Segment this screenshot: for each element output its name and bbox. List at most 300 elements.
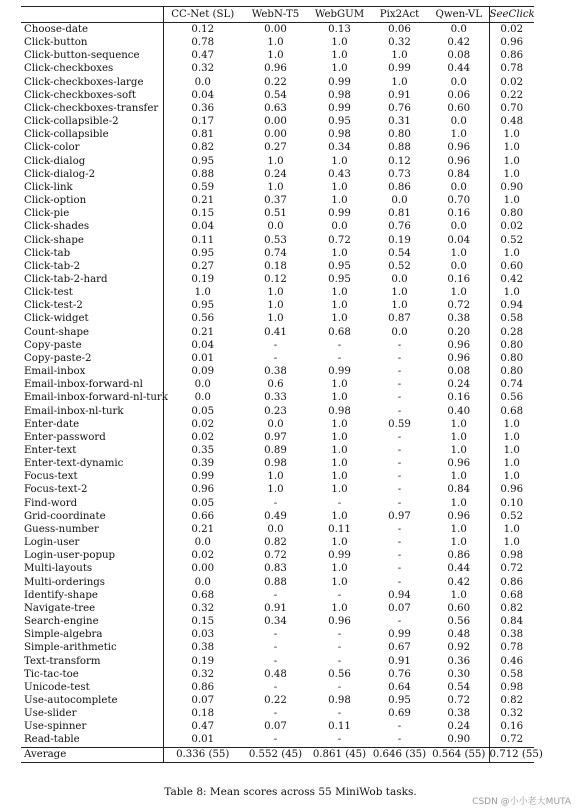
cell-qwenvl: 1.0 (450, 523, 467, 535)
cell-task: Choose-date (21, 23, 163, 37)
cell-seeclick: 0.98 (489, 681, 534, 694)
cell-webgum: 1.0 (331, 63, 348, 75)
cell-webgum: 0.98 (328, 129, 351, 141)
table-row (21, 76, 534, 89)
cell-qwenvl: 0.06 (447, 89, 471, 101)
cell-ccnet: 0.32 (191, 602, 215, 614)
cell-ccnet: 0.18 (191, 708, 215, 720)
cell-webgum: 1.0 (331, 392, 348, 404)
cell-webgum: 1.0 (331, 458, 348, 470)
cell-task: Text-transform (21, 655, 163, 668)
cell-task: Copy-paste-2 (21, 352, 163, 365)
cell-webgum: 1.0 (331, 445, 348, 456)
cell-qwenvl: 0.08 (447, 366, 471, 378)
cell-qwenvl: 1.0 (450, 418, 467, 430)
cell-webnt5: 0.34 (264, 616, 287, 628)
cell-qwenvl: 0.36 (447, 655, 471, 667)
cell-webnt5: 0.12 (264, 273, 287, 285)
cell-ccnet: 0.78 (191, 37, 215, 49)
cell-webnt5: 0.91 (264, 602, 287, 614)
cell-task: Login-user (21, 536, 163, 549)
cell-qwenvl: 0.96 (447, 339, 471, 351)
cell-ccnet: 0.95 (191, 247, 215, 259)
cell-qwenvl: 0.96 (447, 510, 471, 522)
cell-pix2act: 0.86 (388, 181, 411, 193)
cell-seeclick: 0.80 (489, 207, 534, 220)
cell-task: Click-color (21, 141, 163, 154)
cell-webnt5: 0.0 (267, 523, 284, 535)
cell-seeclick: 0.56 (489, 391, 534, 404)
cell-task: Click-button-sequence (21, 49, 163, 62)
cell-webgum: 0.72 (328, 234, 351, 246)
cell-pix2act: 0.76 (388, 668, 411, 680)
cell-pix2act: - (397, 339, 402, 351)
cell-webgum: 0.13 (328, 24, 351, 35)
cell-pix2act: 0.32 (388, 37, 411, 49)
cell-webnt5: 0.72 (264, 550, 287, 562)
cell-seeclick: 0.96 (489, 36, 534, 49)
cell-webgum: 0.34 (328, 142, 351, 154)
cell-webnt5: 0.96 (264, 63, 287, 75)
cell-ccnet: 0.21 (191, 523, 215, 535)
miniwob-scores-table (21, 6, 543, 763)
cell-qwenvl: 1.0 (450, 431, 467, 443)
cell-qwenvl: 0.96 (447, 458, 471, 470)
cell-seeclick: 0.22 (489, 89, 534, 102)
cell-qwenvl: 0.54 (447, 681, 471, 693)
table-row (21, 497, 534, 510)
cell-qwenvl: 0.16 (447, 273, 471, 285)
cell-webnt5: 0.0 (267, 418, 284, 430)
cell-pix2act: 0.07 (388, 602, 411, 614)
cell-webnt5: 0.38 (264, 366, 287, 378)
table-row (21, 668, 534, 681)
cell-seeclick: 0.78 (489, 641, 534, 654)
table-row (21, 602, 534, 615)
cell-pix2act: 1.0 (391, 76, 408, 88)
cell-webnt5: - (273, 708, 278, 720)
cell-qwenvl: 0.08 (447, 50, 471, 62)
cell-qwenvl: 0.60 (447, 602, 471, 614)
cell-qwenvl: 1.0 (450, 471, 467, 483)
cell-webgum: 0.99 (328, 366, 351, 378)
cell-pix2act: 0.54 (388, 247, 411, 259)
cell-ccnet: 0.56 (191, 313, 215, 325)
table-row (21, 62, 534, 75)
cell-webnt5: - (273, 655, 278, 667)
table-row (21, 89, 534, 102)
average-ccnet: 0.336 (55) (163, 747, 242, 762)
cell-pix2act: - (397, 721, 402, 733)
cell-webnt5: 1.0 (267, 37, 284, 49)
cell-qwenvl: 1.0 (450, 445, 467, 456)
cell-pix2act: - (397, 392, 402, 404)
cell-webnt5: 0.82 (264, 537, 287, 549)
cell-webgum: - (337, 497, 342, 509)
cell-ccnet: 0.09 (191, 366, 215, 378)
cell-qwenvl: 0.92 (447, 642, 471, 654)
cell-ccnet: 1.0 (194, 287, 211, 299)
cell-webgum: 0.95 (328, 260, 351, 272)
cell-webnt5: 0.51 (264, 208, 287, 220)
cell-qwenvl: 0.30 (447, 668, 471, 680)
cell-seeclick: 0.98 (489, 549, 534, 562)
cell-ccnet: 0.32 (191, 63, 215, 75)
table-caption: Table 8: Mean scores across 55 MiniWob tasks. (164, 786, 417, 798)
cell-ccnet: 0.47 (191, 721, 215, 733)
cell-task: Multi-layouts (21, 562, 163, 575)
cell-task: Email-inbox-forward-nl-turk (21, 391, 163, 404)
cell-webnt5: 0.41 (264, 326, 287, 338)
table-row (21, 168, 534, 181)
cell-webnt5: - (273, 497, 278, 509)
cell-pix2act: 0.0 (391, 273, 408, 285)
table-row (21, 23, 534, 37)
cell-webgum: 1.0 (331, 537, 348, 549)
cell-webgum: 0.98 (328, 405, 351, 417)
table-row (21, 628, 534, 641)
cell-webnt5: - (273, 629, 278, 641)
cell-seeclick: 0.42 (489, 273, 534, 286)
cell-webgum: 0.11 (328, 523, 351, 535)
cell-task: Click-checkboxes-soft (21, 89, 163, 102)
cell-seeclick: 0.16 (489, 720, 534, 733)
cell-ccnet: 0.68 (191, 589, 215, 601)
cell-qwenvl: 0.0 (450, 181, 467, 193)
table-row (21, 36, 534, 49)
table-row (21, 49, 534, 62)
cell-qwenvl: 0.72 (447, 694, 471, 706)
cell-seeclick: 0.82 (489, 694, 534, 707)
table-row (21, 378, 534, 391)
cell-task: Click-tab-2 (21, 260, 163, 273)
cell-pix2act: 0.59 (388, 418, 411, 430)
cell-qwenvl: 0.40 (447, 405, 471, 417)
cell-seeclick: 1.0 (489, 155, 534, 168)
cell-task: Email-inbox (21, 365, 163, 378)
cell-pix2act: 0.99 (388, 63, 411, 75)
cell-seeclick: 0.02 (489, 220, 534, 233)
table-row (21, 615, 534, 628)
cell-qwenvl: 0.24 (447, 379, 471, 391)
cell-pix2act: 0.80 (388, 129, 411, 141)
cell-task: Click-checkboxes-transfer (21, 102, 163, 115)
cell-seeclick: 0.74 (489, 378, 534, 391)
cell-webnt5: 1.0 (267, 181, 284, 193)
table-row (21, 589, 534, 602)
cell-ccnet: 0.82 (191, 142, 215, 154)
table-row (21, 470, 534, 483)
cell-pix2act: - (397, 405, 402, 417)
cell-pix2act: - (397, 471, 402, 483)
cell-qwenvl: 0.84 (447, 484, 471, 496)
cell-ccnet: 0.01 (191, 352, 215, 364)
cell-pix2act: 0.64 (388, 681, 411, 693)
cell-webnt5: 0.63 (264, 102, 287, 114)
cell-webgum: 1.0 (331, 484, 348, 496)
cell-task: Click-option (21, 194, 163, 207)
cell-pix2act: - (397, 352, 402, 364)
cell-webnt5: - (273, 589, 278, 601)
cell-task: Click-widget (21, 312, 163, 325)
cell-seeclick: 1.0 (489, 168, 534, 181)
cell-seeclick: 1.0 (489, 194, 534, 207)
cell-webgum: 1.0 (331, 471, 348, 483)
cell-task: Click-test-2 (21, 299, 163, 312)
cell-task: Grid-coordinate (21, 510, 163, 523)
cell-task: Click-pie (21, 207, 163, 220)
cell-ccnet: 0.03 (191, 629, 215, 641)
cell-webnt5: 0.83 (264, 563, 287, 575)
cell-task: Click-dialog-2 (21, 168, 163, 181)
cell-qwenvl: 0.38 (447, 708, 471, 720)
cell-webgum: 1.0 (331, 510, 348, 522)
cell-webnt5: 0.00 (264, 129, 287, 141)
cell-qwenvl: 0.20 (447, 326, 471, 338)
cell-qwenvl: 0.48 (447, 629, 471, 641)
cell-task: Click-tab-2-hard (21, 273, 163, 286)
cell-qwenvl: 0.0 (450, 76, 467, 88)
cell-webgum: - (337, 352, 342, 364)
cell-seeclick: 1.0 (489, 141, 534, 154)
cell-ccnet: 0.0 (194, 392, 211, 404)
cell-seeclick: 0.84 (489, 615, 534, 628)
cell-webnt5: 0.97 (264, 431, 287, 443)
cell-qwenvl: 0.96 (447, 352, 471, 364)
cell-qwenvl: 0.42 (447, 576, 471, 588)
cell-qwenvl: 1.0 (450, 497, 467, 509)
cell-webgum: 0.68 (328, 326, 351, 338)
cell-seeclick: 0.68 (489, 405, 534, 418)
table-row (21, 694, 534, 707)
cell-ccnet: 0.07 (191, 694, 215, 706)
cell-task: Read-table (21, 733, 163, 747)
cell-pix2act: 0.76 (388, 102, 411, 114)
table-row (21, 207, 534, 220)
cell-webgum: 1.0 (331, 37, 348, 49)
cell-seeclick: 1.0 (489, 247, 534, 260)
cell-webnt5: 1.0 (267, 50, 284, 62)
cell-seeclick: 0.78 (489, 62, 534, 75)
cell-seeclick: 0.52 (489, 510, 534, 523)
cell-webnt5: - (273, 339, 278, 351)
cell-seeclick: 1.0 (489, 286, 534, 299)
cell-webgum: 1.0 (331, 602, 348, 614)
cell-task: Email-inbox-forward-nl (21, 378, 163, 391)
cell-pix2act: 0.88 (388, 142, 411, 154)
cell-seeclick: 0.86 (489, 49, 534, 62)
cell-pix2act: 0.0 (391, 195, 408, 207)
average-seeclick: 0.712 (55) (489, 747, 534, 762)
cell-pix2act: 0.87 (388, 313, 411, 325)
cell-pix2act: - (397, 497, 402, 509)
cell-webgum: - (337, 642, 342, 654)
cell-ccnet: 0.0 (194, 76, 211, 88)
table-row (21, 102, 534, 115)
cell-ccnet: 0.00 (191, 563, 215, 575)
cell-task: Click-dialog (21, 155, 163, 168)
cell-webnt5: 0.00 (264, 116, 287, 128)
cell-task: Login-user-popup (21, 549, 163, 562)
table-row (21, 549, 534, 562)
header-pix2act: Pix2Act (370, 7, 429, 23)
table-row (21, 444, 534, 457)
cell-pix2act: 0.76 (388, 221, 411, 233)
cell-webnt5: 0.6 (267, 379, 284, 391)
cell-webnt5: - (273, 681, 278, 693)
cell-pix2act: 0.95 (388, 694, 411, 706)
cell-webgum: - (337, 589, 342, 601)
cell-seeclick: 0.02 (489, 23, 534, 37)
cell-qwenvl: 1.0 (450, 589, 467, 601)
cell-pix2act: - (397, 616, 402, 628)
cell-ccnet: 0.0 (194, 537, 211, 549)
cell-task: Find-word (21, 497, 163, 510)
cell-pix2act: 0.06 (388, 24, 411, 35)
table-row (21, 576, 534, 589)
table-row (21, 536, 534, 549)
cell-ccnet: 0.12 (191, 24, 215, 35)
cell-webnt5: 0.33 (264, 392, 287, 404)
cell-pix2act: 1.0 (391, 300, 408, 312)
cell-seeclick: 0.28 (489, 326, 534, 339)
table-row (21, 339, 534, 352)
cell-task: Click-button (21, 36, 163, 49)
cell-qwenvl: 0.56 (447, 616, 471, 628)
cell-qwenvl: 0.16 (447, 208, 471, 220)
cell-seeclick: 0.86 (489, 576, 534, 589)
table-row (21, 562, 534, 575)
cell-ccnet: 0.0 (194, 576, 211, 588)
cell-pix2act: - (397, 379, 402, 391)
cell-seeclick: 0.72 (489, 562, 534, 575)
cell-webgum: 0.56 (328, 668, 351, 680)
cell-webgum: - (337, 708, 342, 720)
cell-seeclick: 0.58 (489, 668, 534, 681)
cell-ccnet: 0.04 (191, 221, 215, 233)
cell-webnt5: 1.0 (267, 300, 284, 312)
cell-task: Click-checkboxes (21, 62, 163, 75)
cell-seeclick: 0.68 (489, 589, 534, 602)
table-body (21, 23, 534, 748)
header-webnt5: WebN-T5 (242, 7, 309, 23)
cell-webnt5: 0.07 (264, 721, 287, 733)
average-webnt5: 0.552 (45) (242, 747, 309, 762)
cell-webgum: 0.0 (331, 221, 348, 233)
table-row (21, 720, 534, 733)
cell-qwenvl: 0.70 (447, 195, 471, 207)
table-row (21, 115, 534, 128)
table-row (21, 418, 534, 431)
cell-ccnet: 0.47 (191, 50, 215, 62)
cell-ccnet: 0.04 (191, 89, 215, 101)
cell-task: Identify-shape (21, 589, 163, 602)
cell-webgum: 1.0 (331, 287, 348, 299)
cell-seeclick: 0.52 (489, 234, 534, 247)
cell-webnt5: 0.49 (264, 510, 287, 522)
cell-seeclick: 0.32 (489, 707, 534, 720)
cell-webgum: - (337, 734, 342, 746)
cell-webgum: 1.0 (331, 313, 348, 325)
cell-task: Enter-text (21, 444, 163, 457)
cell-webnt5: 0.24 (264, 168, 287, 180)
cell-pix2act: - (397, 563, 402, 575)
cell-webnt5: 0.0 (267, 221, 284, 233)
cell-seeclick: 0.46 (489, 655, 534, 668)
watermark: CSDN @小小老大MUTA (472, 797, 571, 807)
cell-webgum: 1.0 (331, 195, 348, 207)
cell-seeclick: 0.02 (489, 76, 534, 89)
cell-qwenvl: 1.0 (450, 247, 467, 259)
cell-ccnet: 0.05 (191, 497, 215, 509)
cell-ccnet: 0.39 (191, 458, 215, 470)
cell-seeclick: 0.58 (489, 312, 534, 325)
table-row (21, 707, 534, 720)
cell-webgum: 0.96 (328, 616, 351, 628)
cell-webgum: 1.0 (331, 181, 348, 193)
average-label: Average (21, 747, 163, 762)
cell-task: Enter-password (21, 431, 163, 444)
average-row (21, 747, 534, 762)
cell-seeclick: 1.0 (489, 418, 534, 431)
cell-seeclick: 0.38 (489, 628, 534, 641)
cell-qwenvl: 0.44 (447, 563, 471, 575)
cell-ccnet: 0.86 (191, 681, 215, 693)
header-seeclick: SeeClick (489, 7, 534, 23)
table-row (21, 286, 534, 299)
cell-qwenvl: 0.60 (447, 102, 471, 114)
cell-seeclick: 1.0 (489, 128, 534, 141)
results-table-container (21, 6, 543, 763)
cell-webnt5: 0.00 (264, 24, 287, 35)
cell-task: Use-slider (21, 707, 163, 720)
cell-pix2act: - (397, 458, 402, 470)
cell-qwenvl: 1.0 (450, 129, 467, 141)
cell-qwenvl: 0.42 (447, 37, 471, 49)
cell-task: Unicode-test (21, 681, 163, 694)
cell-webgum: 1.0 (331, 576, 348, 588)
cell-task: Simple-algebra (21, 628, 163, 641)
cell-seeclick: 0.72 (489, 733, 534, 747)
cell-qwenvl: 0.24 (447, 721, 471, 733)
average-pix2act: 0.646 (35) (370, 747, 429, 762)
cell-task: Copy-paste (21, 339, 163, 352)
cell-webnt5: 0.54 (264, 89, 287, 101)
cell-task: Click-shades (21, 220, 163, 233)
cell-task: Click-test (21, 286, 163, 299)
cell-qwenvl: 0.0 (450, 260, 467, 272)
cell-webgum: 0.98 (328, 89, 351, 101)
cell-pix2act: - (397, 734, 402, 746)
table-row (21, 220, 534, 233)
cell-pix2act: 0.94 (388, 589, 411, 601)
average-qwenvl: 0.564 (55) (429, 747, 489, 762)
cell-seeclick: 1.0 (489, 457, 534, 470)
table-row (21, 391, 534, 404)
cell-webnt5: 0.98 (264, 458, 287, 470)
cell-pix2act: 0.97 (388, 510, 411, 522)
cell-task: Click-collapsible (21, 128, 163, 141)
cell-ccnet: 0.38 (191, 642, 215, 654)
cell-ccnet: 0.02 (191, 418, 215, 430)
cell-task: Use-autocomplete (21, 694, 163, 707)
cell-task: Click-checkboxes-large (21, 76, 163, 89)
table-row (21, 733, 534, 747)
cell-task: Click-shape (21, 234, 163, 247)
cell-webgum: 0.99 (328, 76, 351, 88)
cell-seeclick: 0.80 (489, 352, 534, 365)
cell-webgum: 1.0 (331, 50, 348, 62)
